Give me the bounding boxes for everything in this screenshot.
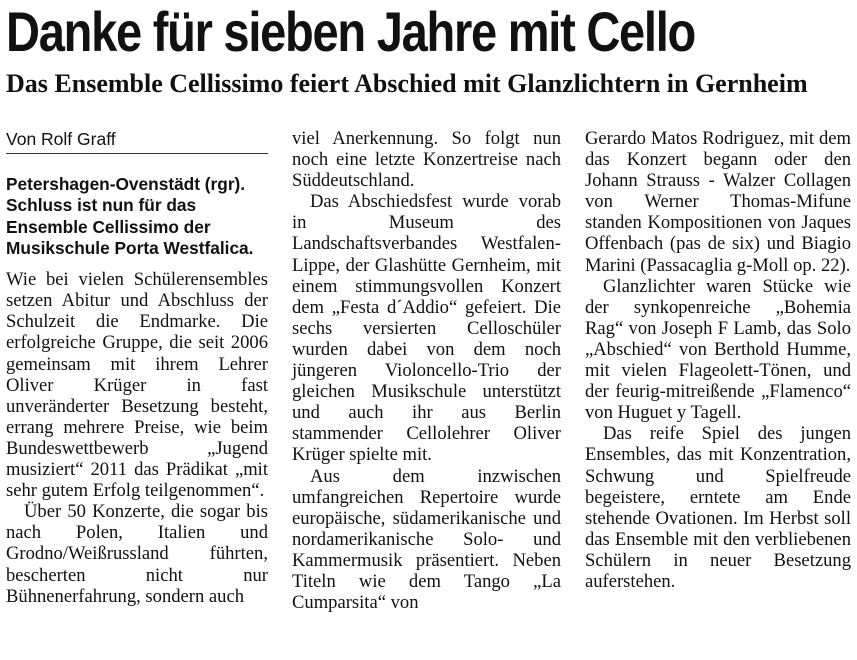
paragraph-6: Das reife Spiel des jungen Ensembles, das mit Konzentration, Schwung und Spielfreude begeistere, erntete am Ende stehende Ovationen. Im Herbst soll das Ensemble mit den verbliebenen Schülern in neuer Besetzung auferstehen. [585,423,851,592]
subheadline: Das Ensemble Cellissimo feiert Abschied mit Glanzlichtern in Gernheim [6,69,808,98]
paragraph-2-part-1: Über 50 Konzerte, die sogar bis nach Polen, Italien und Grodno/Weißrussland führten, bescherten nicht nur Bühnenerfahrung, sondern auch [6,501,268,607]
column-3 [585,128,851,592]
paragraph-5: Glanzlichter waren Stücke wie der synkopenreiche „Bohemia Rag“ von Joseph F Lamb, das Solo „Abschied“ von Berthold Humme, mit vielen Flageolett-Tönen, und der feurig-mitreißende „Flamenco“ von Huguet y Tagell. [585,275,851,424]
paragraph-1: Wie bei vielen Schülerensembles setzen Abitur und Abschluss der Schulzeit die Endmarke. Die erfolgreiche Gruppe, die seit 2006 gemeinsam mit ihrem Lehrer Oliver Krüger in fast unveränderter Besetzung besteht, errang mehrere Preise, wie beim Bundeswettbewerb „Jugend musiziert“ 2011 das Prädikat „mit sehr gutem Erfolg teilgenommen“. [6,269,268,502]
byline: Von Rolf Graff [6,128,268,154]
paragraph-4-part-2: Gerardo Matos Rodriguez, mit dem das Konzert begann oder den Johann Strauss - Walzer Collagen von Werner Thomas-Mifune standen Kompositionen von Jaques Offenbach (pas de six) und Biagio Marini (Passacaglia g-Moll op. 22). [585,128,851,276]
paragraph-4-part-1: Aus dem inzwischen umfangreichen Repertoire wurde europäische, südamerikanische und nordamerikanische Solo- und Kammermusik präsentiert. Neben Titeln wie dem Tango „La Cumparsita“ von [292,465,561,614]
paragraph-3: Das Abschiedsfest wurde vorab in Museum des Landschaftsverbandes Westfalen-Lippe, der Glashütte Gernheim, mit einem stimmungsvollen Konzert dem „Festa d´Addio“ gefeiert. Die sechs versierten Celloschüler wurden dabei von dem noch jüngeren Violoncello-Trio der gleichen Musikschule unterstützt und auch ihr aus Berlin stammender Cellolehrer Oliver Krüger spielte mit. [292,191,561,466]
paragraph-2-part-2: viel Anerkennung. So folgt nun noch eine letzte Konzertreise nach Süddeutschland. [292,128,561,192]
column-2 [292,128,561,613]
column-1 [6,128,268,607]
headline: Danke für sieben Jahre mit Cello [6,0,696,63]
lead-paragraph: Petershagen-Ovenstädt (rgr). Schluss ist nun für das Ensemble Cellissimo der Musikschule Porta Westfalica. [6,174,254,258]
